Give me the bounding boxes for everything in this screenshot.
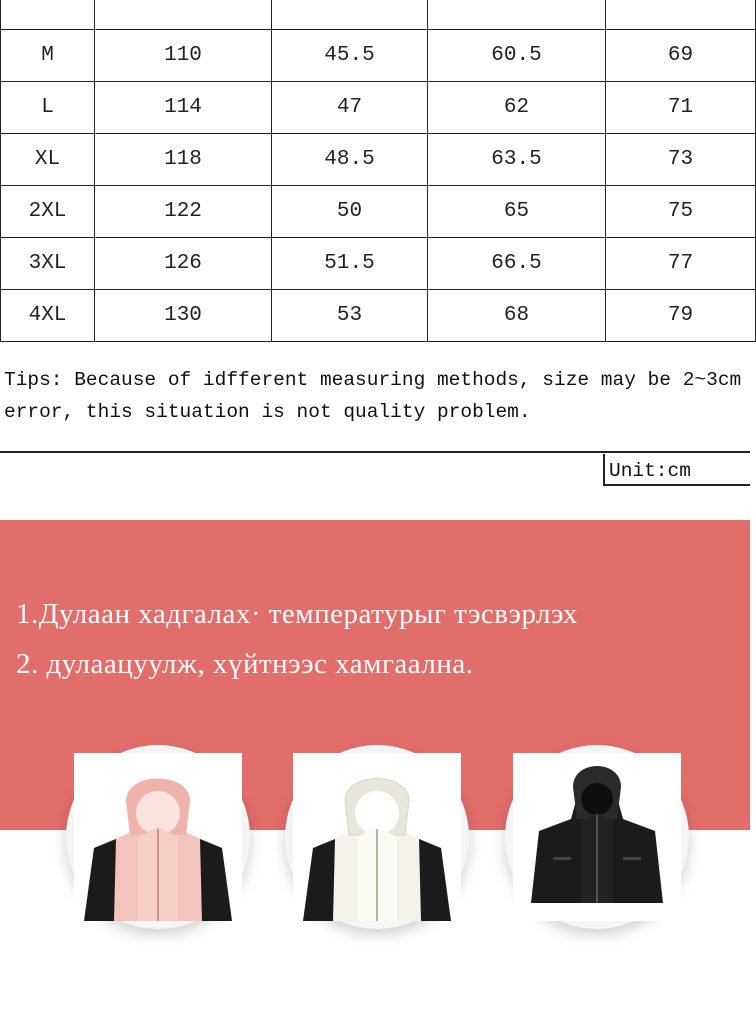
measurement-cell: 63.5 [428, 134, 606, 186]
product-photo-black-jacket[interactable] [505, 745, 689, 929]
measurement-cell: 79 [606, 290, 756, 342]
measurement-cell: 65 [428, 186, 606, 238]
size-cell: XL [1, 134, 95, 186]
measurement-cell: 73 [606, 134, 756, 186]
feature-line-1: 1.Дулаан хадгалах· температурыг тэсвэрлэх [16, 598, 578, 630]
size-table [0, 0, 756, 342]
measurement-cell: 50 [272, 186, 428, 238]
measurement-cell: 75 [606, 186, 756, 238]
measurement-cell [606, 0, 756, 30]
measurement-cell [428, 0, 606, 30]
size-cell: 4XL [1, 290, 95, 342]
table-row [1, 290, 756, 342]
measurement-cell: 126 [95, 238, 272, 290]
feature-line-2: 2. дулаацуулж, хүйтнээс хамгаална. [16, 648, 474, 680]
size-cell: 2XL [1, 186, 95, 238]
measurement-cell: 110 [95, 30, 272, 82]
divider [0, 451, 750, 453]
measurement-cell: 66.5 [428, 238, 606, 290]
measurement-cell: 69 [606, 30, 756, 82]
white-jacket-image [293, 753, 461, 921]
product-photo-white-jacket[interactable] [285, 745, 469, 929]
size-cell: L [1, 82, 95, 134]
black-jacket-image [513, 753, 681, 921]
pink-jacket-image [74, 753, 242, 921]
table-row [1, 30, 756, 82]
size-cell [1, 0, 95, 30]
measurement-cell: 62 [428, 82, 606, 134]
product-photo-pink-jacket[interactable] [66, 745, 250, 929]
measurement-cell: 77 [606, 238, 756, 290]
table-row [1, 0, 756, 30]
measurement-cell: 45.5 [272, 30, 428, 82]
measurement-cell [95, 0, 272, 30]
table-row [1, 134, 756, 186]
measurement-cell: 130 [95, 290, 272, 342]
tips-text: Tips: Because of idfferent measuring methods, size may be 2~3cm error, this situation is not quality problem. [4, 369, 753, 423]
measurement-cell: 60.5 [428, 30, 606, 82]
measurement-cell: 118 [95, 134, 272, 186]
measurement-cell: 68 [428, 290, 606, 342]
measurement-cell [272, 0, 428, 30]
measurement-cell: 114 [95, 82, 272, 134]
table-row [1, 186, 756, 238]
table-row [1, 238, 756, 290]
size-cell: 3XL [1, 238, 95, 290]
measurement-cell: 47 [272, 82, 428, 134]
measurement-cell: 53 [272, 290, 428, 342]
measurement-cell: 48.5 [272, 134, 428, 186]
table-row [1, 82, 756, 134]
measurement-cell: 71 [606, 82, 756, 134]
size-cell: M [1, 30, 95, 82]
measurement-cell: 51.5 [272, 238, 428, 290]
measurement-cell: 122 [95, 186, 272, 238]
unit-label: Unit:cm [603, 454, 750, 486]
